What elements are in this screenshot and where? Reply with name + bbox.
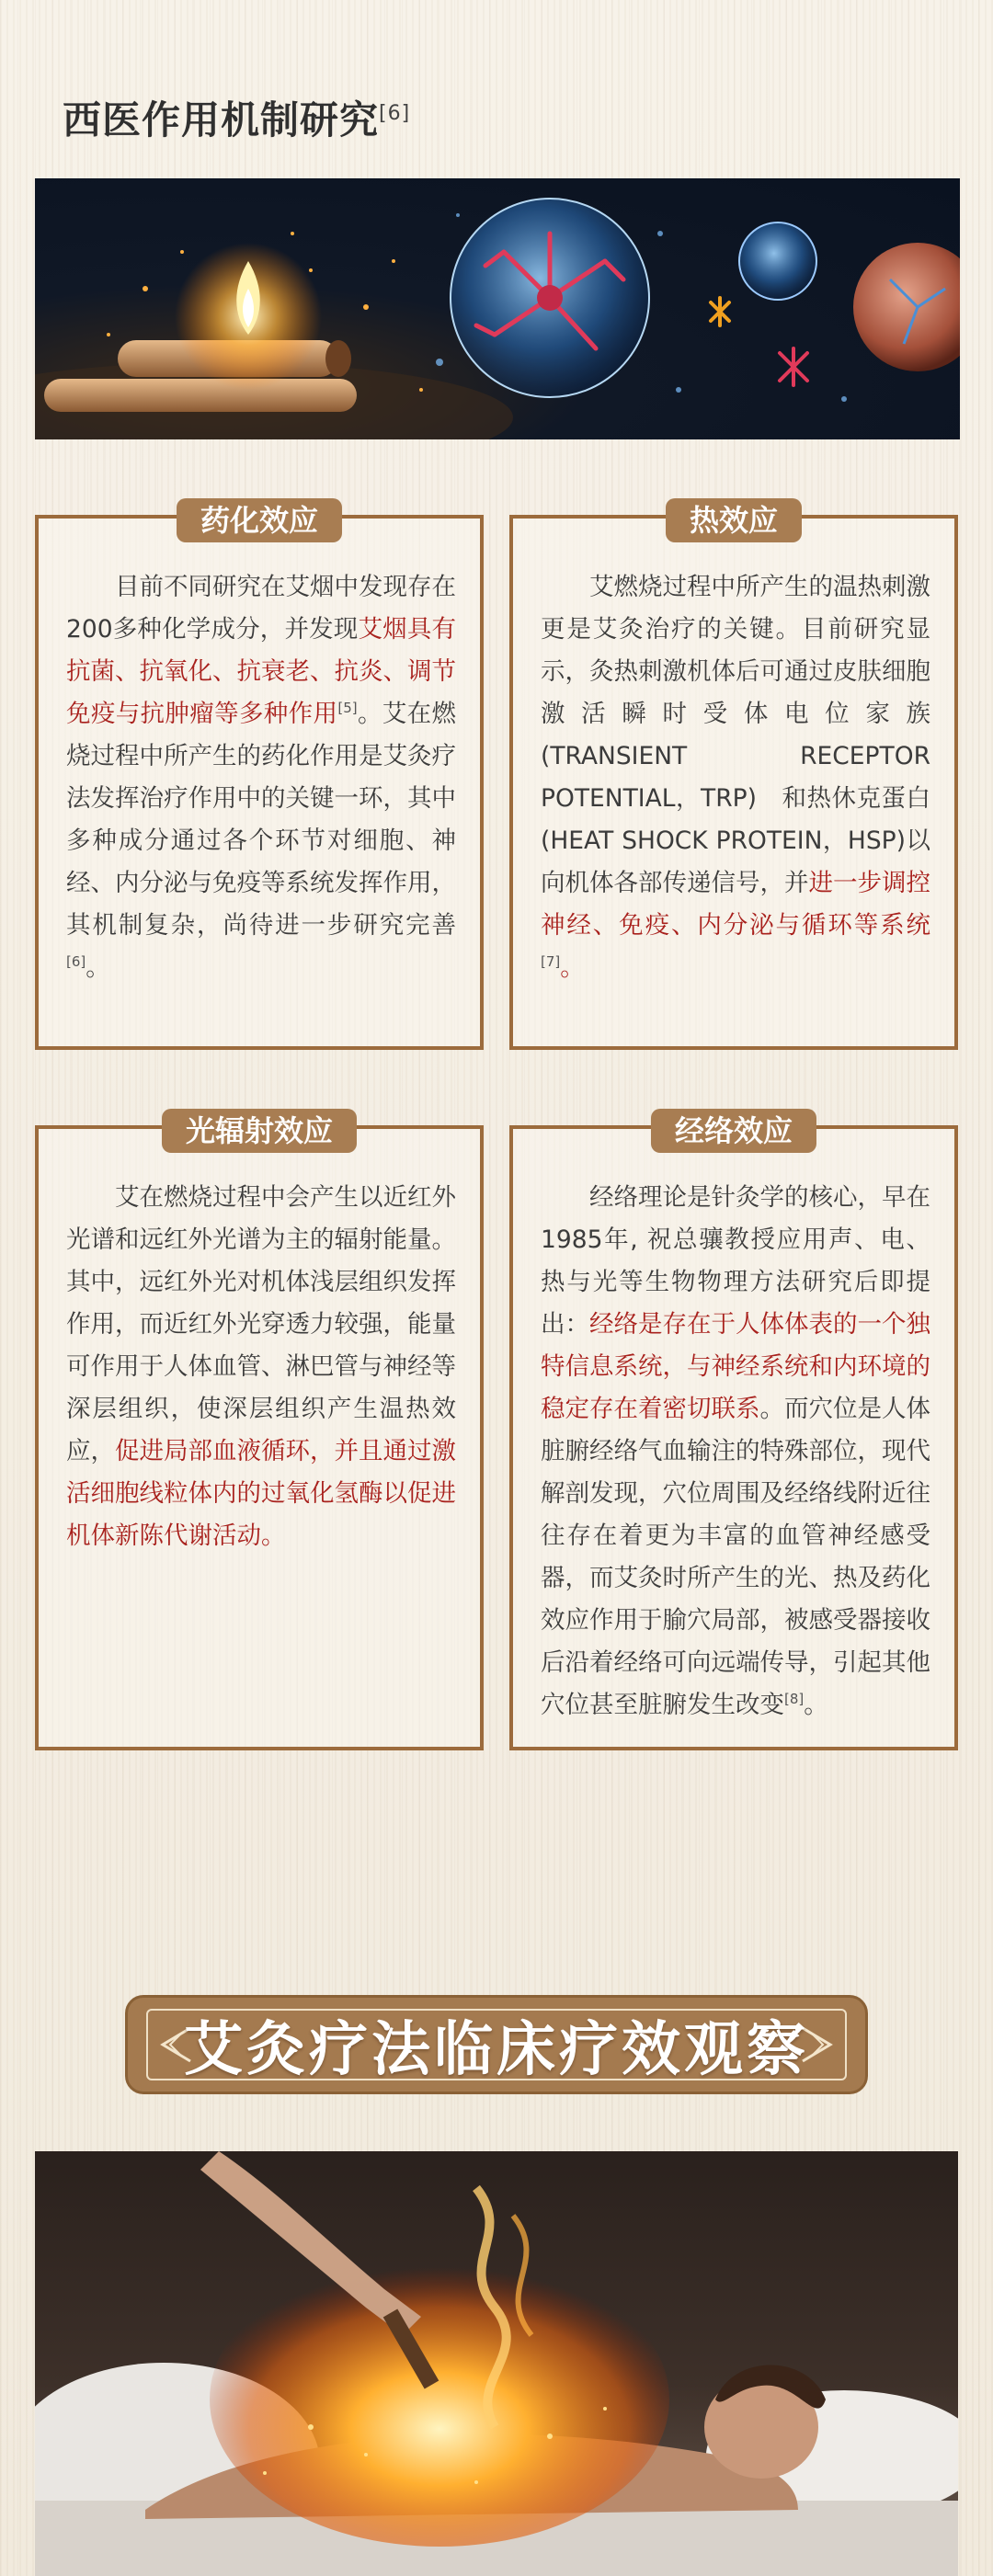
citation-ref: [7] (541, 953, 561, 971)
banner-title: 艾灸疗法临床疗效观察 (184, 2016, 809, 2084)
text-segment: 。 (804, 1691, 828, 1719)
highlight-text: 促进局部血液循环，并且通过激活细胞线粒体内的过氧化氢酶以促进机体新陈代谢活动。 (66, 1437, 456, 1550)
card-light-radiation-effect (35, 1113, 484, 1750)
hero-image-moxa-cells (35, 178, 960, 439)
section-title: 西医作用机制研究[6] (63, 97, 411, 142)
citation-ref: [6] (66, 953, 86, 971)
text-segment: 经络理论是针灸学的核心，早在1985年, 祝总骧教授应用声、电、热与光等生物物理方法研究后即提出： (541, 1183, 930, 1339)
card-body (513, 1129, 954, 1745)
card-pharmacological-effect (35, 503, 484, 1050)
card-thermal-effect (509, 503, 958, 1050)
text-segment: 。 (86, 953, 110, 982)
card-label: 药化效应 (177, 498, 342, 542)
highlight-text: 经络是存在于人体体表的一个独特信息系统，与神经系统和内环境的稳定存在着密切联系 (541, 1310, 930, 1423)
card-label: 光辐射效应 (162, 1109, 357, 1153)
card-meridian-effect (509, 1113, 958, 1750)
card-label: 经络效应 (651, 1109, 816, 1153)
section-banner (125, 1995, 868, 2094)
citation-ref: [8] (784, 1691, 805, 1708)
card-body (39, 519, 480, 1008)
text-segment: 艾燃烧过程中所产生的温热刺激更是艾灸治疗的关键。目前研究显示，灸热刺激机体后可通过皮肤细胞激活瞬时受体电位家族(TRANSIENT RECEPTOR POTENTIAL，TRP) 和热休克蛋白(HEAT SHOCK PROTEIN，HSP)以向机体各部传递信号，并 (541, 573, 930, 897)
section-title-ref: [6] (379, 102, 411, 125)
text-segment: 。而穴位是人体脏腑经络气血输注的特殊部位，现代解剖发现，穴位周围及经络线附近往往存在着更为丰富的血管神经感受器，而艾灸时所产生的光、热及药化效应作用于腧穴局部，被感受器接收后沿着经络可向远端传导，引起其他穴位甚至脏腑发生改变 (541, 1395, 930, 1719)
highlight-text: 艾烟具有抗菌、抗氧化、抗衰老、抗炎、调节免疫与抗肿瘤等多种作用 (66, 615, 456, 728)
citation-ref: [5] (337, 700, 358, 717)
highlight-text: 进一步调控神经、免疫、内分泌与循环等系统 (541, 869, 930, 940)
text-segment: 艾在燃烧过程中会产生以近红外光谱和远红外光谱为主的辐射能量。其中，远红外光对机体浅层组织发挥作用，而近红外光穿透力较强，能量可作用于人体血管、淋巴管与神经等深层组织，使深层组织产生温热效应， (66, 1183, 456, 1465)
highlight-text: 。 (560, 953, 585, 982)
card-label: 热效应 (666, 498, 802, 542)
text-segment: 。艾在燃烧过程中所产生的药化作用是艾灸疗法发挥治疗作用中的关键一环，其中多种成分通过各个环节对细胞、神经、内分泌与免疫等系统发挥作用，其机制复杂，尚待进一步研究完善 (66, 700, 457, 940)
card-body (39, 1129, 480, 1576)
text-segment: 目前不同研究在艾烟中发现存在200多种化学成分，并发现 (66, 573, 456, 644)
card-body (513, 519, 954, 1008)
hero-image-moxibustion-treatment (35, 2151, 958, 2576)
